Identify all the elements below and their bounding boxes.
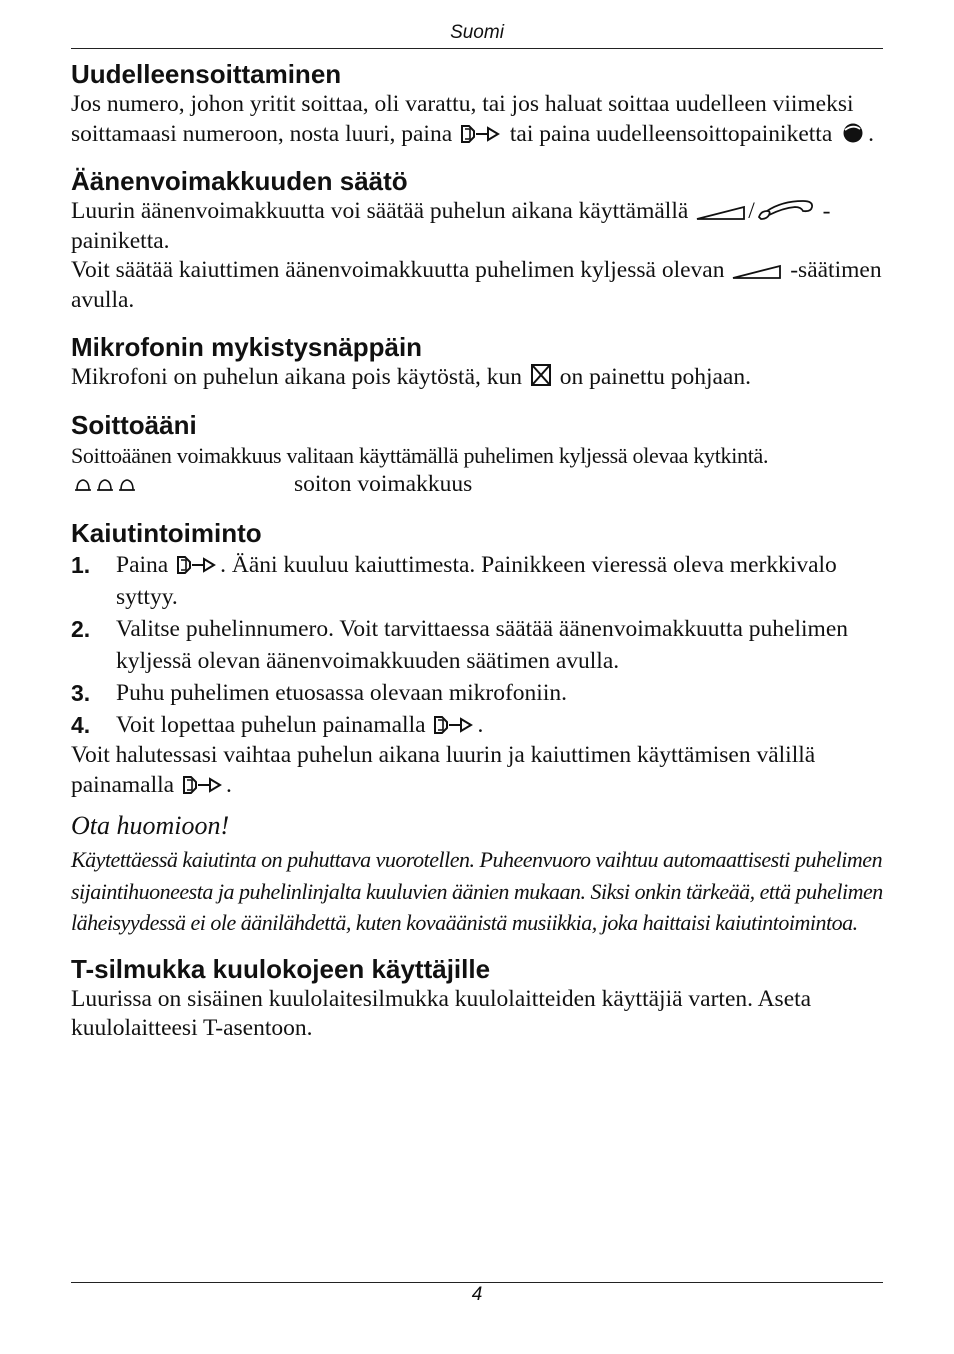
section-body: Soittoäänen voimakkuus valitaan käyttämällä puhelimen kyljessä olevaa kytkintä. bbox=[71, 442, 769, 468]
section-body: Luurissa on sisäinen kuulolaitesilmukka kuulolaitteiden käyttäjiä varten. Aseta kuulolaitteesi T-asentoon. bbox=[71, 985, 812, 1041]
section-volume bbox=[71, 165, 886, 315]
speaker-icon bbox=[460, 124, 502, 144]
step-item: 1. Paina . Ääni kuuluu kaiuttimesta. Painikkeen vieressä oleva merkkivalo syttyy. bbox=[71, 549, 886, 613]
section-tcoil bbox=[71, 953, 886, 1044]
section-body: Voit halutessasi vaihtaa puhelun aikana luurin ja kaiuttimen käyttämisen välillä painamalla . bbox=[71, 742, 816, 798]
section-body: Jos numero, johon yritit soittaa, oli varattu, tai jos haluat soittaa uudelleen viimeksi soittamaasi numeroon, nosta luuri, paina tai paina uudelleensoittopainiketta . bbox=[71, 91, 875, 147]
speaker-icon bbox=[176, 555, 218, 575]
section-note bbox=[71, 810, 886, 939]
section-mute bbox=[71, 331, 886, 393]
section-title: Mikrofonin mykistysnäppäin bbox=[71, 332, 423, 362]
note-title: Ota huomioon! bbox=[71, 811, 230, 840]
step-item: 2. Valitse puhelinnumero. Voit tarvittaessa säätää äänenvoimakkuutta puhelimen kyljessä olevan äänenvoimakkuuden säätimen avulla. bbox=[71, 613, 886, 677]
volume-wedge-icon bbox=[696, 205, 746, 221]
section-title: Uudelleensoittaminen bbox=[71, 59, 342, 89]
ringer-switch-label: soiton voimakkuus bbox=[294, 471, 473, 497]
page-content bbox=[71, 58, 886, 1060]
section-body: Mikrofoni on puhelun aikana pois käytöstä, kun on painettu pohjaan. bbox=[71, 364, 751, 390]
redial-button-icon bbox=[840, 122, 866, 144]
mute-icon bbox=[530, 363, 552, 387]
step-item: 4. Voit lopettaa puhelun painamalla . bbox=[71, 709, 886, 741]
bell-icons bbox=[73, 475, 139, 495]
step-number: 2. bbox=[71, 616, 91, 642]
section-title: Kaiutintoiminto bbox=[71, 518, 262, 548]
section-title: T-silmukka kuulokojeen käyttäjille bbox=[71, 953, 491, 984]
ringer-switch-row bbox=[71, 470, 886, 501]
header-language: Suomi bbox=[450, 22, 504, 43]
section-ringer bbox=[71, 409, 886, 502]
steps-list bbox=[71, 549, 886, 741]
handset-icon bbox=[757, 199, 815, 221]
step-number: 4. bbox=[71, 712, 91, 738]
page-number: 4 bbox=[471, 1284, 483, 1305]
step-item: 3. Puhu puhelimen etuosassa olevaan mikrofoniin. bbox=[71, 677, 886, 709]
header-rule bbox=[71, 48, 883, 49]
note-body: Käytettäessä kaiutinta on puhuttava vuorotellen. Puheenvuoro vaihtuu automaattisesti puhelimen sijaintihuoneesta ja puhelinlinjalta kuuluvien äänien mukaan. Siksi onkin tärkeää, että puhelimen läheisyydessä ei ole äänilähdettä, kuten kovaäänistä musiikkia, joka haittaisi kaiutintoimintoa. bbox=[71, 847, 883, 935]
section-body: Luurin äänenvoimakkuutta voi säätää puhelun aikana käyttämällä / -painiketta. bbox=[71, 198, 831, 254]
volume-wedge-icon bbox=[732, 264, 782, 280]
speaker-icon bbox=[433, 715, 475, 735]
speaker-icon bbox=[182, 775, 224, 795]
section-redial bbox=[71, 58, 886, 149]
section-title: Äänenvoimakkuuden säätö bbox=[71, 166, 408, 196]
section-body: Voit säätää kaiuttimen äänenvoimakkuutta puhelimen kyljessä olevan -säätimen avulla. bbox=[71, 257, 882, 313]
step-number: 1. bbox=[71, 552, 91, 578]
footer-rule bbox=[71, 1282, 883, 1283]
step-number: 3. bbox=[71, 680, 91, 706]
section-title: Soittoääni bbox=[71, 409, 197, 440]
section-speaker bbox=[71, 517, 886, 800]
